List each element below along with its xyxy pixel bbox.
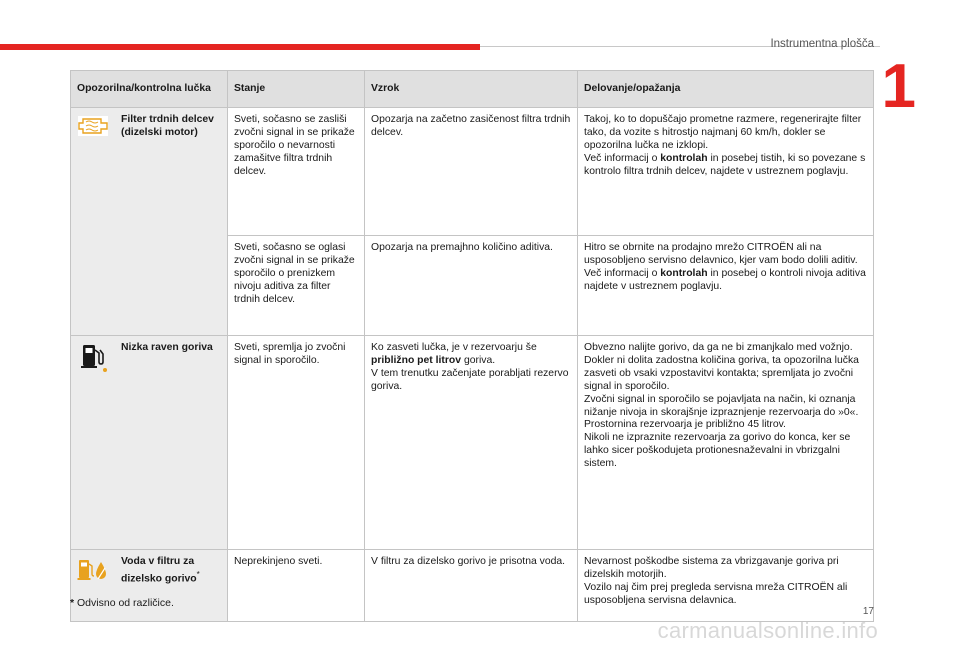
action-text: Obvezno nalijte gorivo, da ga ne bi zmanjkalo med vožnjo. bbox=[584, 342, 853, 353]
cause-cell: Opozarja na začetno zasičenost filtra trdnih delcev. bbox=[365, 108, 578, 236]
action-cell bbox=[578, 236, 874, 336]
action-text: Takoj, ko to dopuščajo prometne razmere, regenerirajte filter tako, da vozite s hitrostjo najmanj 60 km/h, dokler se opozorilna lučka ne izklopi. bbox=[584, 114, 862, 151]
icon-cell bbox=[71, 108, 116, 336]
cause-cell: Opozarja na premajhno količino aditiva. bbox=[365, 236, 578, 336]
footnote: * Odvisno od različice. bbox=[70, 597, 174, 609]
column-header-light: Opozorilna/kontrolna lučka bbox=[71, 71, 228, 108]
water-in-diesel-icon bbox=[77, 556, 109, 582]
action-text: Več informacij o kontrolah in posebej o kontroli nivoja aditiva najdete v ustreznem poglavju. bbox=[584, 267, 866, 292]
action-text: Več informacij o kontrolah in posebej tistih, ki so povezane s kontrolo filtra trdnih delcev, najdete v ustreznem poglavju. bbox=[584, 152, 866, 177]
light-name: Voda v filtru za dizelsko gorivo* bbox=[115, 550, 228, 622]
action-cell bbox=[578, 336, 874, 550]
chapter-number: 1 bbox=[881, 52, 916, 121]
header-accent-bar bbox=[0, 44, 480, 50]
column-header-action: Delovanje/opažanja bbox=[578, 71, 874, 108]
cause-text: V tem trenutku začenjate porabljati rezervo goriva. bbox=[371, 367, 569, 392]
column-header-state: Stanje bbox=[228, 71, 365, 108]
state-cell: Sveti, sočasno se oglasi zvočni signal in se prikaže sporočilo o prenizkem nivoju aditiva za filter trdnih delcev. bbox=[228, 236, 365, 336]
action-cell bbox=[578, 108, 874, 236]
action-text: Vozilo naj čim prej pregleda servisna mreža CITROËN ali usposobljena servisna delavnica. bbox=[584, 581, 848, 606]
action-text: Dokler ni dolita zadostna količina goriva, ta opozorilna lučka zasveti ob vsaki vzpostavitvi kontakta; spremljata jo zvočni signal in sporočilo. bbox=[584, 354, 859, 392]
table-row bbox=[71, 336, 874, 550]
table-header-row bbox=[71, 71, 874, 108]
action-text: Nikoli ne izpraznite rezervoarja za gorivo do konca, ker se lahko sicer poškodujeta protionesnaževalni in vbrizgalni sistem. bbox=[584, 432, 851, 470]
diesel-filter-icon bbox=[77, 114, 109, 140]
state-cell: Sveti, sočasno se zasliši zvočni signal in se prikaže sporočilo o nevarnosti zamašitve filtra trdnih delcev. bbox=[228, 108, 365, 236]
section-title: Instrumentna plošča bbox=[770, 38, 874, 50]
page-number: 17 bbox=[862, 606, 874, 617]
icon-cell bbox=[71, 336, 116, 550]
action-text: Hitro se obrnite na prodajno mrežo CITROËN ali na usposobljeno servisno delavnico, kjer vam bodo dolili aditiv. bbox=[584, 242, 858, 266]
warning-lights-table bbox=[70, 70, 874, 622]
table-row bbox=[71, 108, 874, 236]
action-cell bbox=[578, 550, 874, 622]
action-text: Nevarnost poškodbe sistema za vbrizgavanje goriva pri dizelskih motorjih. bbox=[584, 556, 839, 580]
cause-cell: V filtru za dizelsko gorivo je prisotna voda. bbox=[365, 550, 578, 622]
table-row bbox=[71, 550, 874, 622]
state-cell: Sveti, spremlja jo zvočni signal in sporočilo. bbox=[228, 336, 365, 550]
footnote-mark: * bbox=[196, 569, 200, 579]
cause-text: Ko zasveti lučka, je v rezervoarju še približno pet litrov goriva. bbox=[371, 342, 537, 366]
fuel-pump-icon bbox=[77, 342, 109, 368]
icon-cell bbox=[71, 550, 116, 622]
state-cell: Neprekinjeno sveti. bbox=[228, 550, 365, 622]
light-name: Filter trdnih delcev (dizelski motor) bbox=[115, 108, 228, 336]
action-text: Prostornina rezervoarja je približno 45 litrov. bbox=[584, 419, 786, 431]
column-header-cause: Vzrok bbox=[365, 71, 578, 108]
action-text: Zvočni signal in sporočilo se pojavljata na način, ki oznanja nižanje nivoja in skorajšnje izpraznjenje rezervoarja do »0«. bbox=[584, 393, 859, 418]
light-name: Nizka raven goriva bbox=[115, 336, 228, 550]
watermark: carmanualsonline.info bbox=[657, 618, 878, 643]
cause-cell bbox=[365, 336, 578, 550]
